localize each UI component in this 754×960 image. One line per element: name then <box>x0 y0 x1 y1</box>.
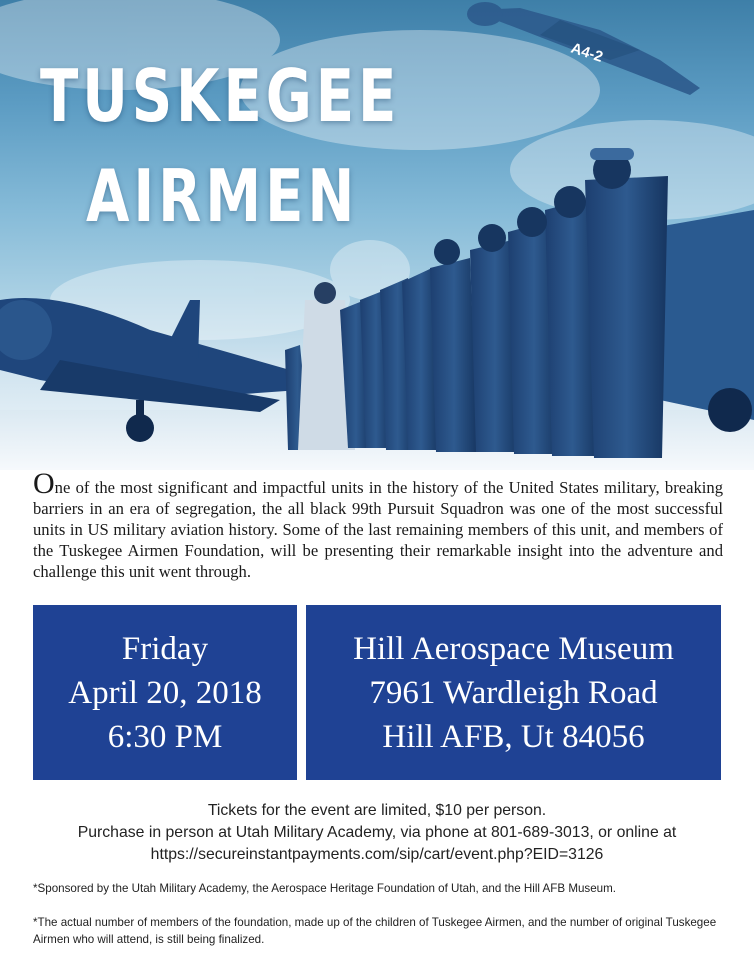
hero-image <box>0 0 754 470</box>
intro-paragraph <box>33 467 723 582</box>
intro-drop-cap: O <box>33 467 55 500</box>
ticket-url: https://secureinstantpayments.com/sip/cart/event.php?EID=3126 <box>150 846 604 863</box>
hero-title-line1: TUSKEGEE <box>40 54 401 138</box>
event-city: Hill AFB, Ut 84056 <box>382 718 645 755</box>
event-location-box <box>306 605 721 780</box>
event-date: April 20, 2018 <box>68 674 262 711</box>
event-street: 7961 Wardleigh Road <box>369 674 658 711</box>
event-day: Friday <box>121 630 209 667</box>
plane-marking: A4-2 <box>568 39 605 66</box>
event-datetime-box <box>33 605 297 780</box>
ticket-info <box>10 800 744 866</box>
ticket-price: Tickets for the event are limited, $10 per person. <box>207 802 547 819</box>
event-venue: Hill Aerospace Museum <box>353 630 674 667</box>
sponsor-note: *Sponsored by the Utah Military Academy, the Aerospace Heritage Foundation of Utah, and the Hill AFB Museum. <box>33 882 617 895</box>
event-time: 6:30 PM <box>107 718 223 755</box>
hero-title-line2: AIRMEN <box>86 154 359 238</box>
intro-text: ne of the most significant and impactful units in the history of the United States military, breaking barriers in an era of segregation, the all black 99th Pursuit Squadron was one of the most successful units in US military aviation history. Some of the last remaining members of this unit, and members of the Tuskegee Airmen Foundation, will be presenting their remarkable insight into the adventure and challenge this unit went through. <box>33 478 723 581</box>
ticket-purchase: Purchase in person at Utah Military Academy, via phone at 801-689-3013, or online at <box>77 824 677 841</box>
attendance-note: *The actual number of members of the foundation, made up of the children of Tuskegee Airmen, and the number of original Tuskegee Airmen who will attend, is still being finalized. <box>33 916 717 946</box>
